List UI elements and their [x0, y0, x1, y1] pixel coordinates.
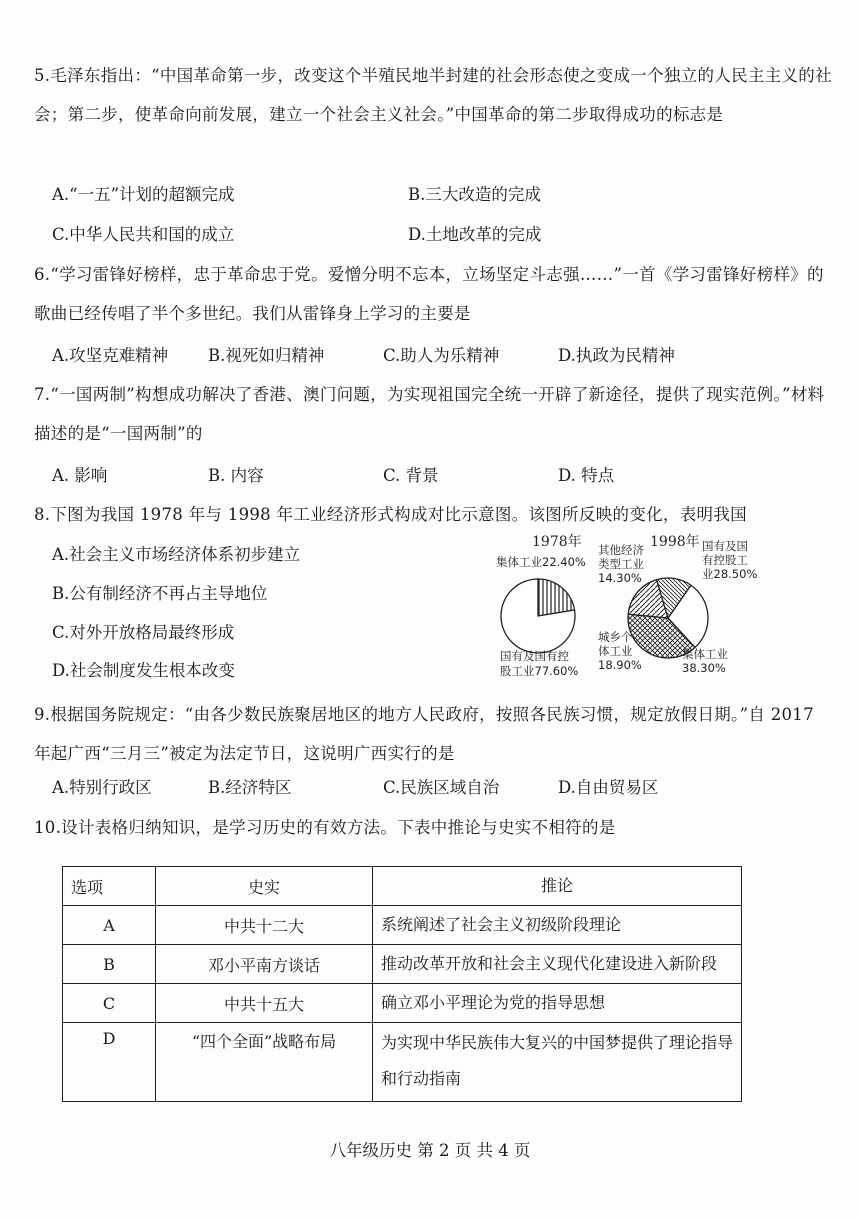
row-a-option: A	[63, 906, 156, 945]
question-8-stem: 8.下图为我国 1978 年与 1998 年工业经济形式构成对比示意图。该图所反映的变化，表明我国	[34, 505, 747, 524]
label-1998-indiv-2: 体工业	[598, 644, 633, 658]
q9-option-c: C.民族区域自治	[383, 778, 500, 797]
industry-pie-charts	[470, 528, 770, 698]
table-row	[63, 945, 742, 984]
q9-option-d: D.自由贸易区	[558, 778, 659, 797]
q7-option-d: D. 特点	[558, 466, 615, 485]
q5-option-b: B.三大改造的完成	[408, 185, 541, 204]
q6-option-d: D.执政为民精神	[558, 346, 675, 365]
label-1978-collective: 集体工业22.40%	[496, 555, 586, 569]
q7-option-a: A. 影响	[52, 466, 108, 485]
q5-option-a: A.“一五”计划的超额完成	[52, 185, 235, 204]
q9-option-b: B.经济特区	[208, 778, 292, 797]
label-1978-state-1: 国有及国有控	[500, 649, 569, 663]
pie-1998-title: 1998年	[650, 534, 700, 550]
pie-1978-title: 1978年	[532, 534, 582, 550]
row-d-inference: 为实现中华民族伟大复兴的中国梦提供了理论指导和行动指南	[373, 1023, 742, 1102]
question-5-stem: 5.毛泽东指出：“中国革命第一步，改变这个半殖民地半封建的社会形态使之变成一个独立的人民主主义的社会；第二步，使革命向前发展，建立一个社会主义社会。”中国革命的第二步取得成功的标志是	[34, 66, 832, 124]
q6-option-b: B.视死如归精神	[208, 346, 325, 365]
question-10-stem: 10.设计表格归纳知识，是学习历史的有效方法。下表中推论与史实不相符的是	[34, 818, 616, 837]
question-7-stem: 7.“一国两制”构想成功解决了香港、澳门问题，为实现祖国完全统一开辟了新途径，提供了现实范例。”材料描述的是“一国两制”的	[34, 385, 825, 443]
row-b-fact: 邓小平南方谈话	[156, 945, 373, 984]
question-6-stem: 6.“学习雷锋好榜样，忠于革命忠于党。爱憎分明不忘本，立场坚定斗志强……”一首《学习雷锋好榜样》的歌曲已经传唱了半个多世纪。我们从雷锋身上学习的主要是	[34, 265, 824, 323]
q7-option-b: B. 内容	[208, 466, 264, 485]
page-footer: 八年级历史 第 2 页 共 4 页	[329, 1141, 531, 1160]
label-1998-other-2: 类型工业	[598, 557, 644, 571]
label-1998-collective-2: 38.30%	[682, 661, 726, 675]
row-c-fact: 中共十五大	[156, 984, 373, 1023]
q8-option-c: C.对外开放格局最终形成	[52, 623, 235, 642]
row-d-option: D	[63, 1023, 156, 1102]
label-1998-collective-1: 集体工业	[682, 647, 728, 661]
label-1998-indiv-1: 城乡个	[598, 630, 633, 644]
question-9-stem: 9.根据国务院规定：“由各少数民族聚居地区的地方人民政府，按照各民族习惯，规定放假日期。”自 2017 年起广西“三月三”被定为法定节日，这说明广西实行的是	[34, 705, 814, 763]
label-1998-other-3: 14.30%	[598, 571, 642, 585]
row-b-inference: 推动改革开放和社会主义现代化建设进入新阶段	[373, 945, 742, 984]
label-1998-indiv-3: 18.90%	[598, 658, 642, 672]
header-inference: 推论	[373, 867, 742, 906]
q6-option-a: A.攻坚克难精神	[52, 346, 169, 365]
label-1998-state-2: 有控股工	[702, 553, 748, 567]
q8-option-b: B.公有制经济不再占主导地位	[52, 584, 268, 603]
header-option: 选项	[63, 867, 156, 906]
q8-option-a: A.社会主义市场经济体系初步建立	[52, 545, 301, 564]
table-row	[63, 1023, 742, 1102]
table-row	[63, 906, 742, 945]
q9-option-a: A.特别行政区	[52, 778, 152, 797]
label-1978-state-2: 股工业77.60%	[500, 664, 579, 678]
row-a-fact: 中共十二大	[156, 906, 373, 945]
history-table	[62, 866, 742, 1102]
row-a-inference: 系统阐述了社会主义初级阶段理论	[373, 906, 742, 945]
q7-option-c: C. 背景	[383, 466, 439, 485]
q6-option-c: C.助人为乐精神	[383, 346, 500, 365]
row-c-option: C	[63, 984, 156, 1023]
table-header-row	[63, 867, 742, 906]
label-1998-other-1: 其他经济	[598, 543, 644, 557]
label-1998-state-3: 业28.50%	[702, 567, 758, 581]
row-b-option: B	[63, 945, 156, 984]
row-d-fact: “四个全面”战略布局	[156, 1023, 373, 1102]
label-1998-state-1: 国有及国	[702, 539, 748, 553]
table-row	[63, 984, 742, 1023]
row-c-inference: 确立邓小平理论为党的指导思想	[373, 984, 742, 1023]
q8-option-d: D.社会制度发生根本改变	[52, 661, 235, 680]
q5-option-c: C.中华人民共和国的成立	[52, 225, 235, 244]
header-fact: 史实	[156, 867, 373, 906]
q5-option-d: D.土地改革的完成	[408, 225, 542, 244]
